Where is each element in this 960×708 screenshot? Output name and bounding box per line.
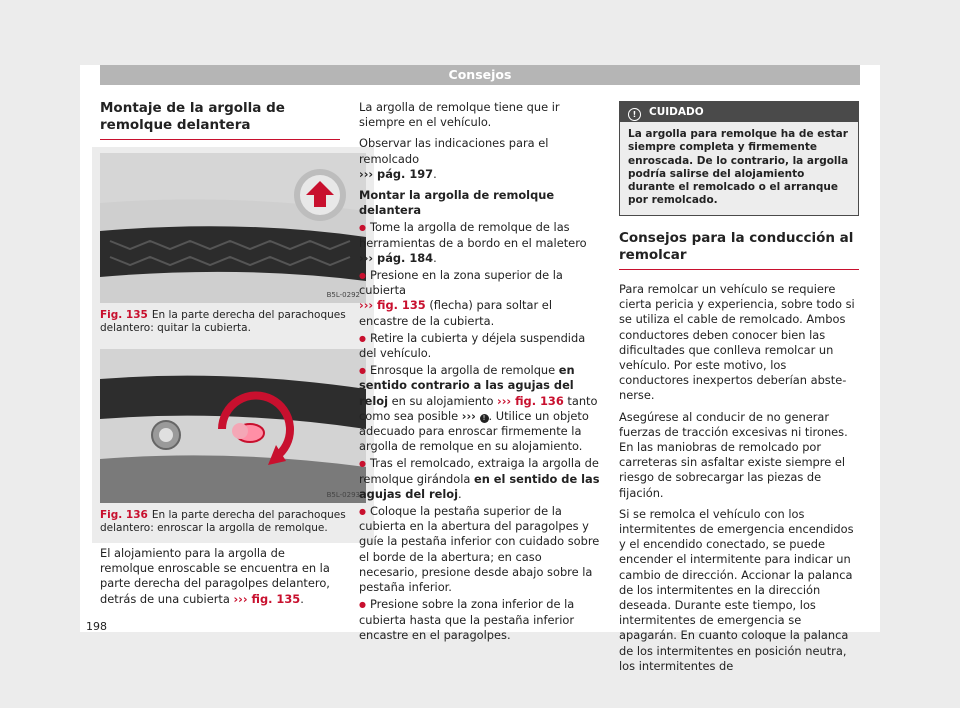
tow-hook-photo: [100, 349, 366, 503]
text: en su alojamiento: [391, 393, 494, 408]
right-column: [619, 230, 859, 680]
figure-136: [100, 343, 360, 543]
fig-135-link[interactable]: ››› fig. 135: [233, 591, 301, 606]
bumper-cover-photo: [100, 153, 366, 303]
subheading: Montar la argolla de remolque delantera: [359, 188, 555, 218]
caution-text: La argolla para remolque ha de estar siempre completa y firmemente enroscada. De lo contrario, la argolla podría salirse del alojamiento durante el remolcado o el arranque por remolcado.: [620, 122, 858, 215]
punct: .: [433, 166, 437, 181]
punct: .: [458, 486, 462, 501]
page-184-link[interactable]: ››› pág. 184: [359, 250, 434, 265]
text: tanto como sea posible: [359, 393, 598, 423]
figure-code: B5L-0292: [326, 291, 360, 299]
bullet-item: [359, 363, 603, 454]
text: Observar las indicaciones para el remolcado: [359, 136, 549, 166]
intro-paragraph: [100, 546, 342, 613]
bullet-item: ● Presione sobre la zona inferior de la cubierta hasta que la pestaña inferior encastre en el paragolpes.: [359, 597, 603, 643]
caution-header: [620, 102, 858, 122]
page-number: 198: [86, 620, 107, 633]
middle-column: [359, 100, 603, 645]
figure-135: [100, 147, 360, 343]
text: Presione en la zona superior de la cubierta: [359, 268, 563, 298]
bullet-item: [359, 268, 603, 329]
paragraph: Para remolcar un vehículo se requiere cierta pericia y experiencia, sobre todo si se utiliza el cable de remolcado. Ambos conductores deben conocer bien las dificultades que conlleva remolcar un vehículo. Por este motivo, los conductores inexpertos deberían abstenerse.: [619, 282, 855, 403]
caution-box: [619, 101, 859, 216]
caution-title: CUIDADO: [649, 106, 704, 118]
fig-136-link[interactable]: ››› fig. 136: [497, 393, 564, 408]
text: Tome la argolla de remolque de las herramientas de a bordo en el maletero: [359, 220, 587, 250]
paragraph: La argolla de remolque tiene que ir siempre en el vehículo.: [359, 100, 560, 130]
figure-box: [92, 343, 374, 543]
text: (flecha) para soltar el encastre de la cubierta.: [359, 298, 552, 328]
figure-number: Fig. 136: [100, 509, 148, 521]
bumper-cover-illustration: [100, 153, 366, 303]
text: . Utilice un objeto adecuado para enroscar firmemente la argolla de remolque en su alojamiento.: [359, 408, 589, 454]
figure-caption: [100, 509, 366, 535]
punct: .: [433, 250, 437, 265]
paragraph: [359, 136, 603, 182]
figure-caption-text: En la parte derecha del parachoques delantero: enroscar la argolla de remolque.: [100, 509, 346, 534]
bullet-item: [359, 220, 603, 266]
bold-text: en sentido contrario a las agujas del reloj: [359, 363, 575, 408]
figure-number: Fig. 135: [100, 309, 148, 321]
bold-text: en el sentido de las agujas del reloj: [359, 471, 600, 501]
paragraph: Si se remolca el vehículo con los intermitentes de emergencia encendidos y el encendido conectado, se puede encender el intermitente para indicar un cambio de dirección. Accionar la palanca de los intermitentes en la dirección deseada. Durante este tiempo, los intermitentes de emergencia se apagarán. En cuanto coloque la palanca de los intermitentes en posición neutra, los intermitentes de: [619, 506, 854, 673]
bullet-item: ● Coloque la pestaña superior de la cubierta en la abertura del paragolpes y guíe la pestaña inferior con cuidado sobre el borde de la abertura; en caso necesario, presione desde abajo sobre la pestaña inferior.: [359, 504, 603, 595]
left-column: [100, 100, 340, 140]
section-header: Consejos: [100, 65, 860, 85]
intro-text: El alojamiento para la argolla de remolque enroscable se encuentra en la parte derecha del paragolpes delantero, detrás de una cubierta: [100, 546, 330, 606]
tow-hook-illustration: [100, 349, 366, 503]
paragraph: Asegúrese al conducir de no generar fuerzas de tracción excesivas ni tirones. En las maniobras de remolcado por carreteras sin asfaltar existe siempre el riesgo de sobrecargar las piezas de fijación.: [619, 409, 848, 500]
figure-caption-text: En la parte derecha del parachoques delantero: quitar la cubierta.: [100, 309, 346, 334]
figure-box: [92, 147, 374, 343]
punct: .: [300, 591, 304, 606]
warning-circle-icon: !: [628, 108, 641, 121]
fig-135-link[interactable]: ››› fig. 135: [359, 298, 426, 313]
warning-ref-link[interactable]: ›››: [461, 408, 476, 423]
bullet-item: ● Retire la cubierta y déjela suspendida del vehículo.: [359, 331, 603, 361]
figure-caption: [100, 309, 366, 335]
text: Tras el remolcado, extraiga la argolla de remolque girándola: [359, 456, 599, 486]
warning-icon: !: [480, 414, 489, 423]
text: Enrosque la argolla de remolque: [369, 363, 556, 378]
bullet-item: [359, 456, 603, 502]
section-heading: Consejos para la conducción al remolcar: [619, 230, 859, 270]
page-197-link[interactable]: ››› pág. 197: [359, 166, 434, 181]
section-heading: Montaje de la argolla de remolque delantera: [100, 100, 340, 140]
figure-code: B5L-0293: [326, 491, 360, 499]
